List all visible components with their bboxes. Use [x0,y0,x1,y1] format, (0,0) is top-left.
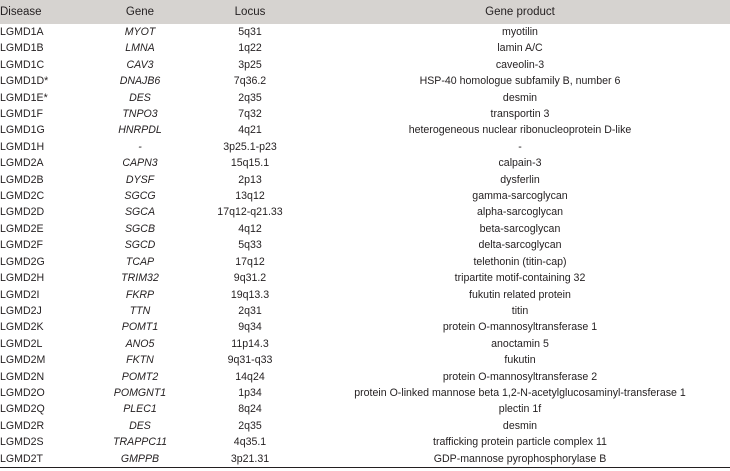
locus-cell: 11p14.3 [231,337,269,350]
gene-product-cell: plectin 1f [498,403,542,416]
gene-product-cell: caveolin-3 [495,58,545,71]
gene-cell: DES [129,419,151,432]
table-row [0,24,730,40]
locus-cell: 7q36.2 [233,75,267,88]
locus-cell: 7q32 [238,108,262,121]
locus-cell: 2q35 [238,91,262,104]
table-row [0,221,730,237]
table-header [0,0,730,24]
gene-cell: FKTN [126,354,154,367]
table-row [0,451,730,468]
disease-cell: LGMD2J [0,304,42,317]
locus-cell: 13q12 [235,190,265,203]
disease-cell: LGMD2G [0,255,45,268]
gene-cell: SGCD [124,239,156,252]
locus-cell: 9q31.2 [233,272,267,285]
gene-cell: FKRP [125,288,155,301]
locus-cell: 2q31 [238,304,262,317]
gene-product-cell: lamin A/C [497,42,543,55]
table-row [0,434,730,450]
disease-cell: LGMD1F [0,108,43,121]
locus-cell: 4q35.1 [233,436,267,449]
gene-product-cell: HSP-40 homologue subfamily B, number 6 [419,75,621,88]
gene-product-cell: telethonin (titin-cap) [473,255,567,268]
disease-cell: LGMD2A [0,157,44,170]
header-locus: Locus [234,6,266,18]
table-row [0,369,730,385]
disease-cell: LGMD1C [0,58,45,71]
gene-cell: DYSF [125,173,155,186]
gene-product-cell: desmin [502,91,538,104]
locus-cell: 3p21.31 [190,451,310,468]
disease-cell: LGMD2C [0,190,45,203]
gene-product-cell: GDP-mannose pyrophosphorylase B [310,451,730,468]
table-row [0,90,730,106]
disease-cell: LGMD2D [0,206,45,219]
gene-cell: SGCA [124,206,156,219]
locus-cell: 2p13 [238,173,262,186]
table-row [0,73,730,89]
disease-cell: LGMD2R [0,419,45,432]
locus-cell: 3p25.1-p23 [223,140,277,153]
disease-cell: LGMD1E* [0,91,48,104]
disease-cell: LGMD2Q [0,403,45,416]
gene-product-cell: desmin [502,419,538,432]
locus-cell: 19q13.3 [230,288,270,301]
disease-cell: LGMD1H [0,140,45,153]
gene-cell: CAV3 [126,58,154,71]
table-row [0,122,730,138]
locus-cell: 9q31-q33 [227,354,273,367]
disease-cell: LGMD2E [0,222,44,235]
gene-cell: DNAJB6 [119,75,161,88]
table-row [0,270,730,286]
gene-product-cell: delta-sarcoglycan [478,239,562,252]
gene-cell: TRAPPC11 [113,436,167,449]
table-row [0,352,730,368]
table-row [0,303,730,319]
gene-cell: POMT1 [121,321,159,334]
gene-cell: POMGNT1 [113,386,167,399]
locus-cell: 14q24 [235,370,265,383]
gene-product-cell: anoctamin 5 [491,337,549,350]
disease-cell: LGMD2T [0,451,90,468]
locus-cell: 9q34 [238,321,262,334]
locus-cell: 4q21 [238,124,262,137]
table-row [0,204,730,220]
table-row [0,254,730,270]
gene-product-cell: transportin 3 [490,108,550,121]
disease-cell: LGMD1G [0,124,45,137]
locus-cell: 8q24 [238,403,262,416]
gene-product-cell: alpha-sarcoglycan [477,206,563,219]
header-disease: Disease [0,6,42,18]
gene-cell: SGCG [124,190,156,203]
table-row [0,188,730,204]
header-row [0,0,730,24]
gene-cell: LMNA [125,42,155,55]
disease-cell: LGMD2M [0,354,46,367]
gene-cell: DES [129,91,151,104]
disease-cell: LGMD2O [0,386,45,399]
table-row [0,172,730,188]
gene-cell: TNPO3 [122,108,158,121]
locus-cell: 3p25 [238,58,262,71]
disease-cell: LGMD1D* [0,75,49,88]
table-row [0,401,730,417]
locus-cell: 1p34 [238,386,262,399]
locus-cell: 17q12 [235,255,265,268]
disease-cell: LGMD2I [0,288,40,301]
gene-cell: GMPPB [90,451,190,468]
table-row [0,418,730,434]
disease-cell: LGMD2L [0,337,43,350]
gene-product-cell: fukutin [504,354,536,367]
gene-product-cell: dysferlin [500,173,540,186]
gene-cell: TCAP [125,255,155,268]
gene-product-cell: titin [511,304,529,317]
gene-cell: ANO5 [125,337,155,350]
table-row [0,336,730,352]
gene-product-cell: - [518,140,522,153]
gene-product-cell: tripartite motif-containing 32 [454,272,586,285]
gene-cell: PLEC1 [123,403,157,416]
gene-cell: POMT2 [121,370,159,383]
table-row [0,237,730,253]
locus-cell: 5q33 [238,239,262,252]
table-row [0,57,730,73]
gene-product-cell: protein O-mannosyltransferase 1 [442,321,598,334]
table-row [0,155,730,171]
locus-cell: 5q31 [238,26,262,38]
disease-cell: LGMD1A [0,26,44,38]
table-row [0,287,730,303]
table-row [0,139,730,155]
gene-product-cell: protein O-linked mannose beta 1,2-N-acetylglucosaminyl-transferase 1 [354,386,686,399]
disease-cell: LGMD2N [0,370,45,383]
table-row [0,106,730,122]
gene-cell: CAPN3 [122,157,158,170]
locus-cell: 2q35 [238,419,262,432]
gene-product-cell: myotilin [502,26,538,38]
gene-cell: TTN [129,304,151,317]
gene-cell: SGCB [124,222,156,235]
header-gene-product: Gene product [485,6,555,18]
gene-cell: TRIM32 [121,272,159,285]
table-row [0,40,730,56]
gene-cell: - [138,140,142,153]
disease-cell: LGMD1B [0,42,44,55]
gene-product-cell: beta-sarcoglycan [479,222,561,235]
locus-cell: 4q12 [238,222,262,235]
table-row [0,385,730,401]
gene-product-cell: trafficking protein particle complex 11 [433,436,607,449]
disease-cell: LGMD2F [0,239,43,252]
disease-cell: LGMD2S [0,436,44,449]
table-row [0,319,730,335]
gene-cell: MYOT [124,26,156,38]
disease-cell: LGMD2B [0,173,44,186]
locus-cell: 1q22 [238,42,262,55]
gene-product-cell: heterogeneous nuclear ribonucleoprotein D-like [408,124,632,137]
header-gene: Gene [125,6,155,18]
gene-product-cell: gamma-sarcoglycan [472,190,568,203]
gene-product-cell: protein O-mannosyltransferase 2 [442,370,598,383]
table-body [0,24,730,467]
disease-cell: LGMD2K [0,321,44,334]
locus-cell: 17q12-q21.33 [217,206,283,219]
gene-product-cell: fukutin related protein [469,288,571,301]
gene-cell: HNRPDL [118,124,162,137]
disease-cell: LGMD2H [0,272,45,285]
locus-cell: 15q15.1 [230,157,270,170]
gene-product-cell: calpain-3 [498,157,542,170]
